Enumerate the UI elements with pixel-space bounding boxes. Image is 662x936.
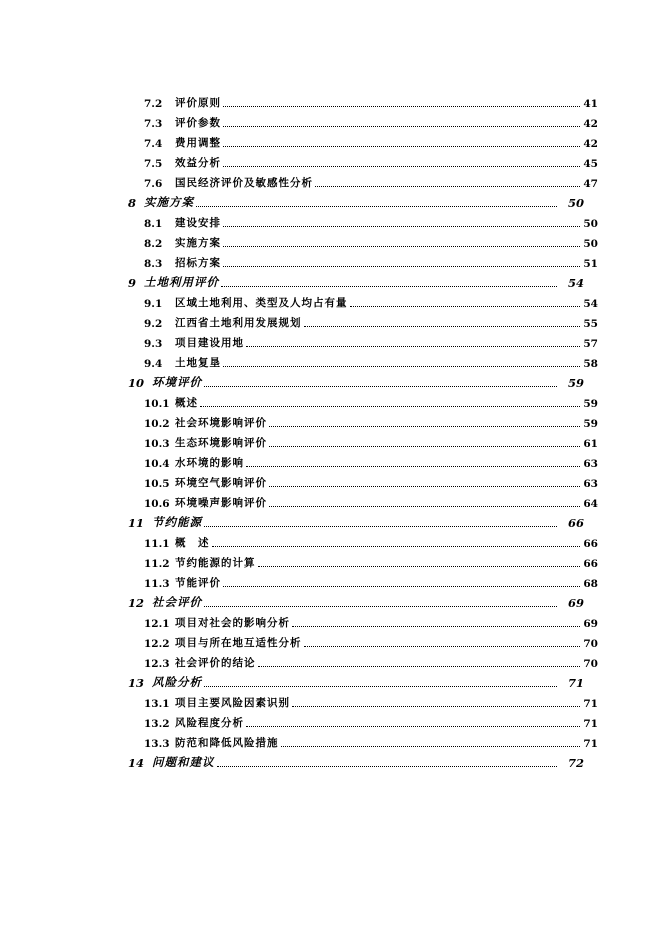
entry-page-number: 51 [583, 258, 598, 270]
entry-page-number: 69 [583, 618, 598, 630]
entry-title: 效益分析 [175, 157, 221, 169]
toc-section-entry[interactable] [144, 634, 598, 650]
entry-number: 10.4 [144, 458, 170, 470]
entry-number: 13.1 [144, 698, 170, 710]
toc-chapter-entry[interactable] [128, 274, 584, 290]
toc-section-entry[interactable] [144, 234, 598, 250]
dot-leader [223, 145, 580, 147]
entry-number: 9.3 [144, 338, 163, 350]
toc-chapter-entry[interactable] [128, 194, 584, 210]
entry-title: 社会环境影响评价 [175, 417, 267, 429]
dot-leader [315, 185, 580, 187]
toc-section-entry[interactable] [144, 314, 598, 330]
dot-leader [269, 505, 580, 507]
entry-title: 评价原则 [175, 97, 221, 109]
entry-title: 江西省土地利用发展规划 [175, 317, 302, 329]
entry-title: 概述 [175, 397, 198, 409]
entry-page-number: 71 [567, 676, 584, 690]
entry-number: 12.2 [144, 638, 170, 650]
toc-section-entry[interactable] [144, 714, 598, 730]
toc-chapter-entry[interactable] [128, 754, 584, 770]
entry-number: 9.2 [144, 318, 163, 330]
entry-title: 招标方案 [175, 257, 221, 269]
entry-page-number: 66 [567, 516, 584, 530]
entry-page-number: 55 [583, 318, 598, 330]
toc-chapter-entry[interactable] [128, 514, 584, 530]
entry-page-number: 50 [583, 238, 598, 250]
entry-number: 12 [128, 596, 145, 610]
entry-page-number: 59 [583, 418, 598, 430]
dot-leader [304, 325, 581, 327]
entry-title: 环境评价 [152, 375, 203, 389]
toc-section-entry[interactable] [144, 434, 598, 450]
entry-title: 土地复垦 [175, 357, 221, 369]
entry-number: 8 [128, 196, 137, 210]
entry-title: 节能评价 [175, 577, 221, 589]
entry-page-number: 61 [583, 438, 598, 450]
entry-title: 生态环境影响评价 [175, 437, 267, 449]
entry-title: 环境噪声影响评价 [175, 497, 267, 509]
entry-number: 10.2 [144, 418, 170, 430]
entry-title: 节约能源的计算 [175, 557, 256, 569]
dot-leader [204, 385, 557, 387]
entry-number: 11.2 [144, 558, 170, 570]
toc-section-entry[interactable] [144, 494, 598, 510]
entry-page-number: 58 [583, 358, 598, 370]
dot-leader [292, 625, 580, 627]
dot-leader [196, 205, 557, 207]
toc-section-entry[interactable] [144, 214, 598, 230]
toc-section-entry[interactable] [144, 114, 598, 130]
dot-leader [200, 405, 580, 407]
dot-leader [221, 285, 557, 287]
entry-title: 国民经济评价及敏感性分析 [175, 177, 313, 189]
entry-title: 实施方案 [144, 195, 195, 209]
toc-section-entry[interactable] [144, 334, 598, 350]
dot-leader [204, 685, 557, 687]
entry-number: 10.6 [144, 498, 170, 510]
dot-leader [204, 525, 557, 527]
entry-number: 13 [128, 676, 145, 690]
entry-title: 防范和降低风险措施 [175, 737, 279, 749]
toc-section-entry[interactable] [144, 454, 598, 470]
dot-leader [223, 265, 580, 267]
entry-page-number: 57 [583, 338, 598, 350]
dot-leader [269, 425, 580, 427]
dot-leader [246, 345, 580, 347]
entry-number: 10.1 [144, 398, 170, 410]
entry-page-number: 59 [567, 376, 584, 390]
toc-section-entry[interactable] [144, 474, 598, 490]
entry-number: 11.3 [144, 578, 170, 590]
entry-page-number: 64 [583, 498, 598, 510]
entry-title: 项目对社会的影响分析 [175, 617, 290, 629]
entry-page-number: 66 [583, 558, 598, 570]
entry-number: 14 [128, 756, 145, 770]
dot-leader [223, 225, 580, 227]
entry-title: 环境空气影响评价 [175, 477, 267, 489]
toc-section-entry[interactable] [144, 734, 598, 750]
entry-number: 11 [128, 516, 145, 530]
toc-section-entry[interactable] [144, 614, 598, 630]
entry-title: 节约能源 [152, 515, 203, 529]
entry-page-number: 42 [583, 138, 598, 150]
entry-title: 风险程度分析 [175, 717, 244, 729]
toc-section-entry[interactable] [144, 354, 598, 370]
entry-number: 12.3 [144, 658, 170, 670]
entry-page-number: 50 [583, 218, 598, 230]
entry-title: 建设安排 [175, 217, 221, 229]
entry-page-number: 68 [583, 578, 598, 590]
entry-number: 9.1 [144, 298, 163, 310]
entry-page-number: 47 [583, 178, 598, 190]
entry-number: 12.1 [144, 618, 170, 630]
entry-page-number: 41 [583, 98, 598, 110]
toc-section-entry[interactable] [144, 414, 598, 430]
entry-title: 概 述 [175, 537, 210, 549]
toc-chapter-entry[interactable] [128, 674, 584, 690]
dot-leader [246, 725, 580, 727]
entry-title: 土地利用评价 [144, 275, 220, 289]
entry-title: 水环境的影响 [175, 457, 244, 469]
dot-leader [269, 445, 580, 447]
dot-leader [223, 165, 580, 167]
toc-section-entry[interactable] [144, 134, 598, 150]
entry-title: 项目建设用地 [175, 337, 244, 349]
entry-number: 10.5 [144, 478, 170, 490]
toc-section-entry[interactable] [144, 154, 598, 170]
toc-chapter-entry[interactable] [128, 374, 584, 390]
entry-title: 风险分析 [152, 675, 203, 689]
entry-number: 7.5 [144, 158, 163, 170]
dot-leader [258, 565, 581, 567]
toc-section-entry[interactable] [144, 174, 598, 190]
dot-leader [281, 745, 581, 747]
dot-leader [292, 705, 580, 707]
dot-leader [204, 605, 557, 607]
dot-leader [350, 305, 581, 307]
dot-leader [258, 665, 581, 667]
entry-page-number: 70 [583, 658, 598, 670]
entry-number: 10 [128, 376, 145, 390]
dot-leader [223, 105, 580, 107]
entry-number: 7.4 [144, 138, 163, 150]
entry-page-number: 71 [583, 698, 598, 710]
entry-page-number: 72 [567, 756, 584, 770]
entry-title: 区域土地利用、类型及人均占有量 [175, 297, 348, 309]
entry-number: 7.3 [144, 118, 163, 130]
dot-leader [212, 545, 581, 547]
entry-page-number: 42 [583, 118, 598, 130]
entry-title: 费用调整 [175, 137, 221, 149]
toc-section-entry[interactable] [144, 654, 598, 670]
toc-section-entry[interactable] [144, 534, 598, 550]
entry-number: 11.1 [144, 538, 170, 550]
entry-title: 项目与所在地互适性分析 [175, 637, 302, 649]
entry-title: 社会评价的结论 [175, 657, 256, 669]
dot-leader [304, 645, 581, 647]
entry-title: 问题和建议 [152, 755, 215, 769]
dot-leader [246, 465, 580, 467]
entry-title: 社会评价 [152, 595, 203, 609]
entry-page-number: 59 [583, 398, 598, 410]
entry-page-number: 71 [583, 718, 598, 730]
entry-number: 8.2 [144, 238, 163, 250]
entry-page-number: 66 [583, 538, 598, 550]
dot-leader [217, 765, 557, 767]
entry-number: 8.1 [144, 218, 163, 230]
toc-section-entry[interactable] [144, 554, 598, 570]
dot-leader [223, 245, 580, 247]
entry-number: 13.2 [144, 718, 170, 730]
toc-section-entry[interactable] [144, 94, 598, 110]
toc-section-entry[interactable] [144, 254, 598, 270]
entry-page-number: 54 [583, 298, 598, 310]
entry-number: 7.6 [144, 178, 163, 190]
entry-number: 10.3 [144, 438, 170, 450]
toc-section-entry[interactable] [144, 394, 598, 410]
entry-number: 9.4 [144, 358, 163, 370]
toc-chapter-entry[interactable] [128, 594, 584, 610]
entry-number: 9 [128, 276, 137, 290]
entry-page-number: 69 [567, 596, 584, 610]
entry-title: 实施方案 [175, 237, 221, 249]
entry-title: 评价参数 [175, 117, 221, 129]
dot-leader [269, 485, 580, 487]
entry-page-number: 71 [583, 738, 598, 750]
entry-page-number: 45 [583, 158, 598, 170]
entry-page-number: 70 [583, 638, 598, 650]
dot-leader [223, 365, 580, 367]
dot-leader [223, 585, 580, 587]
entry-number: 7.2 [144, 98, 163, 110]
entry-number: 8.3 [144, 258, 163, 270]
entry-page-number: 50 [567, 196, 584, 210]
entry-page-number: 54 [567, 276, 584, 290]
toc-section-entry[interactable] [144, 694, 598, 710]
dot-leader [223, 125, 580, 127]
toc-section-entry[interactable] [144, 574, 598, 590]
entry-page-number: 63 [583, 458, 598, 470]
toc-section-entry[interactable] [144, 294, 598, 310]
entry-title: 项目主要风险因素识别 [175, 697, 290, 709]
entry-page-number: 63 [583, 478, 598, 490]
entry-number: 13.3 [144, 738, 170, 750]
